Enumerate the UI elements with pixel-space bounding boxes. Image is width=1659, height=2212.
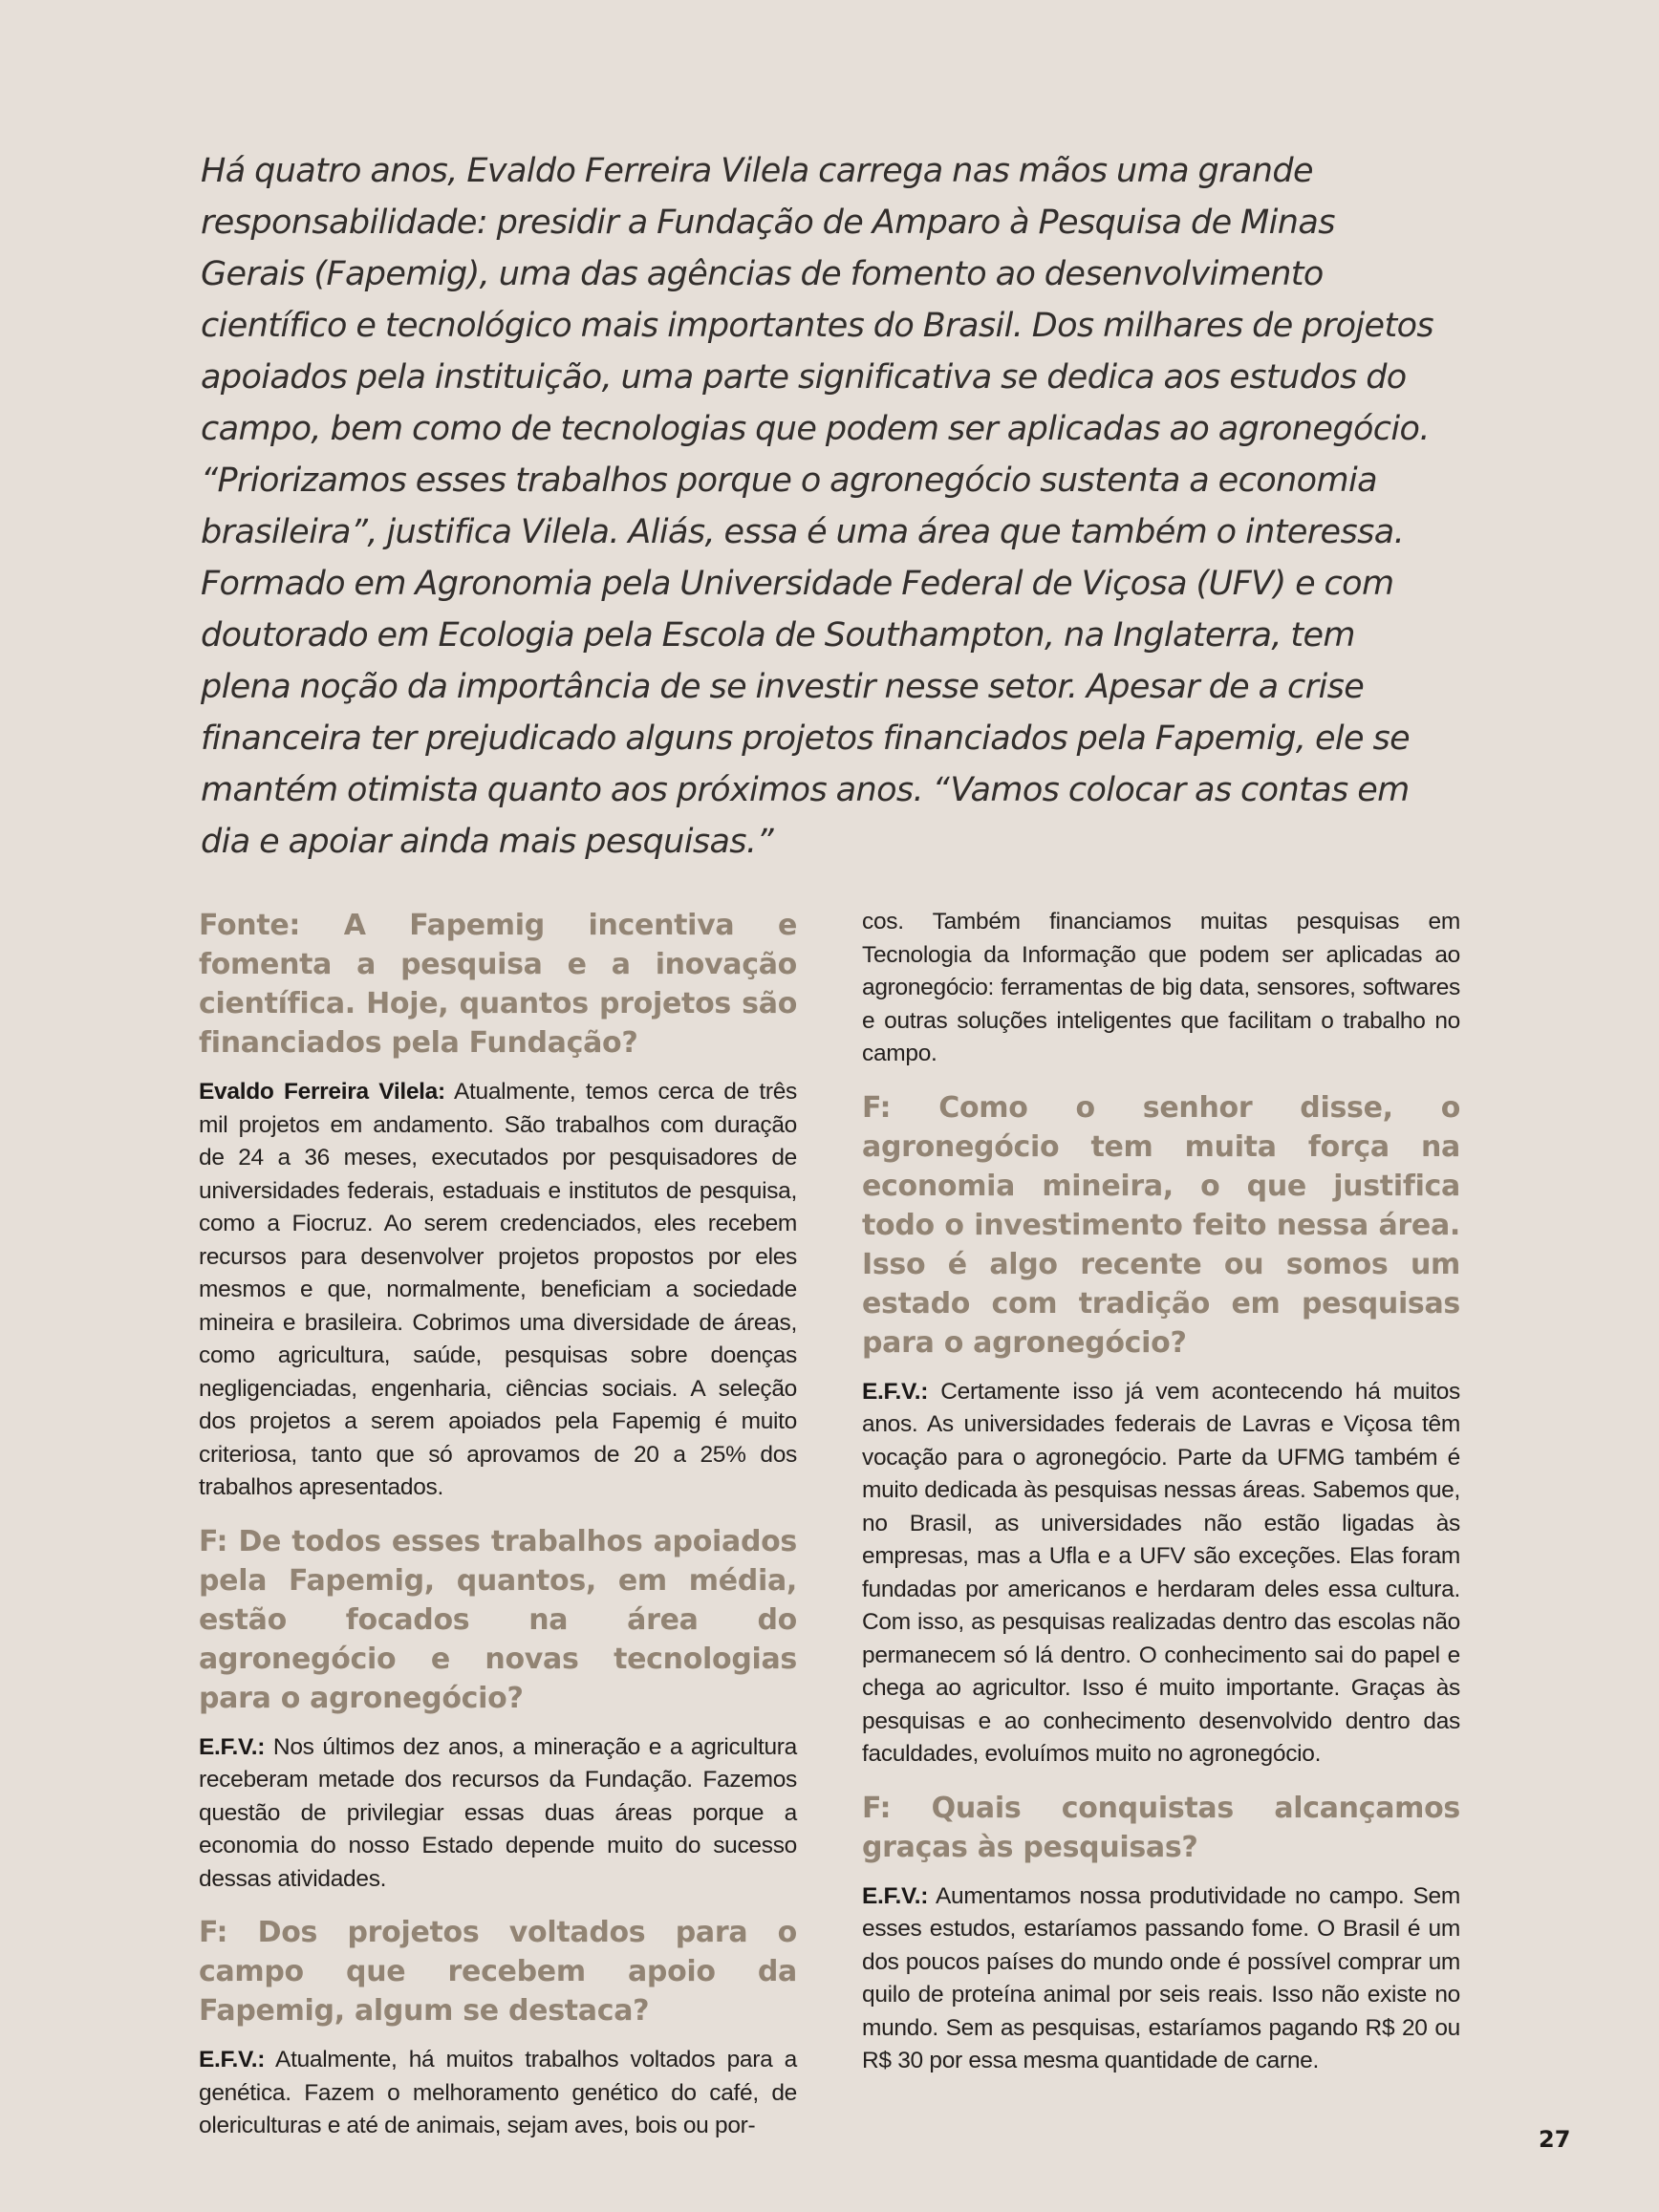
question-2: F: De todos esses trabalhos apoiados pela Fapemig, quantos, em média, estão focados na área do agronegócio e novas tecnologias para o agronegócio?	[199, 1524, 797, 1715]
left-column	[199, 906, 797, 2160]
answer-5	[862, 1880, 1460, 2078]
answer-4	[862, 1376, 1460, 1772]
answer-3-continued: cos. Também financiamos muitas pesquisas em Tecnologia da Informação que podem ser aplicadas ao agronegócio: ferramentas de big data, sensores, softwares e outras soluções inteligentes que facilitam o trabalho no campo.	[862, 909, 1460, 1066]
question-3: F: Dos projetos voltados para o campo que recebem apoio da Fapemig, algum se destaca?	[199, 1916, 797, 2028]
answer-3-text: Atualmente, há muitos trabalhos voltados para a genética. Fazem o melhoramento genético do café, de olericulturas e até de animais, sejam aves, bois ou por-	[199, 2047, 797, 2138]
speaker-label: Evaldo Ferreira Vilela:	[199, 1079, 445, 1105]
right-column	[862, 906, 1460, 2095]
answer-2-text: Nos últimos dez anos, a mineração e a agricultura receberam metade dos recursos da Fundação. Fazemos questão de privilegiar essas duas áreas porque a economia do nosso Estado depende muito do sucesso dessas atividades.	[199, 1733, 797, 1892]
answer-1-text: Atualmente, temos cerca de três mil projetos em andamento. São trabalhos com duração de 24 a 36 meses, executados por pesquisadores de universidades federais, estaduais e institutos de pesquisa, como a Fiocruz. Ao serem credenciados, eles recebem recursos para desenvolver projetos propostos por eles mesmos e que, normalmente, beneficiam a sociedade mineira e brasileira. Cobrimos uma diversidade de áreas, como agricultura, saúde, pesquisas sobre doenças negligenciadas, engenharia, ciências sociais. A seleção dos projetos a serem apoiados pela Fapemig é muito criteriosa, tanto que só aprovamos de 20 a 25% dos trabalhos apresentados.	[199, 1079, 798, 1500]
speaker-label: E.F.V.:	[199, 1733, 266, 1760]
speaker-label: E.F.V.:	[862, 1882, 929, 1909]
answer-1	[199, 1076, 797, 1505]
answer-3	[199, 2044, 797, 2143]
intro-paragraph: Há quatro anos, Evaldo Ferreira Vilela carrega nas mãos uma grande responsabilidade: presidir a Fundação de Amparo à Pesquisa de Minas Gerais (Fapemig), uma das agências de fomento ao desenvolvimento científico e tecnológico mais importantes do Brasil. Dos milhares de projetos apoiados pela instituição, uma parte significativa se dedica aos estudos do campo, bem como de tecnologias que podem ser aplicadas ao agronegócio. “Priorizamos esses trabalhos porque o agronegócio sustenta a economia brasileira”, justifica Vilela. Aliás, essa é uma área que também o interessa. Formado em Agronomia pela Universidade Federal de Viçosa (UFV) e com doutorado em Ecologia pela Escola de Southampton, na Inglaterra, tem plena noção da importância de se investir nesse setor. Apesar de a crise financeira ter prejudicado alguns projetos financiados pela Fapemig, ele se mantém otimista quanto aos próximos anos. “Vamos colocar as contas em dia e apoiar ainda mais pesquisas.”	[201, 152, 1434, 861]
page-number: 27	[1539, 2126, 1571, 2153]
question-4: F: Como o senhor disse, o agronegócio tem muita força na economia mineira, o que justifica todo o investimento feito nessa área. Isso é algo recente ou somos um estado com tradição em pesquisas para o agronegócio?	[862, 1090, 1460, 1360]
answer-4-text: Certamente isso já vem acontecendo há muitos anos. As universidades federais de Lavras e Viçosa têm vocação para o agronegócio. Parte da UFMG também é muito dedicada às pesquisas nessas áreas. Sabemos que, no Brasil, as universidades não estão ligadas às empresas, mas a Ufla e a UFV são exceções. Elas foram fundadas por americanos e herdaram deles essa cultura. Com isso, as pesquisas realizadas dentro das escolas não permanecem só lá dentro. O conhecimento sai do papel e chega ao agricultor. Isso é muito importante. Graças às pesquisas e ao conhecimento desenvolvido dentro das faculdades, evoluímos muito no agronegócio.	[862, 1378, 1460, 1767]
speaker-label: E.F.V.:	[199, 2047, 266, 2072]
answer-2	[199, 1731, 797, 1897]
question-1: Fonte: A Fapemig incentiva e fomenta a pesquisa e a inovação científica. Hoje, quantos projetos são financiados pela Fundação?	[199, 909, 797, 1060]
speaker-label: E.F.V.:	[862, 1378, 929, 1405]
answer-5-text: Aumentamos nossa produtividade no campo. Sem esses estudos, estaríamos passando fome. O Brasil é um dos poucos países do mundo onde é possível comprar um quilo de proteína animal por seis reais. Isso não existe no mundo. Sem as pesquisas, estaríamos pagando R$ 20 ou R$ 30 por essa mesma quantidade de carne.	[862, 1882, 1460, 2073]
question-5: F: Quais conquistas alcançamos graças às pesquisas?	[862, 1791, 1460, 1864]
